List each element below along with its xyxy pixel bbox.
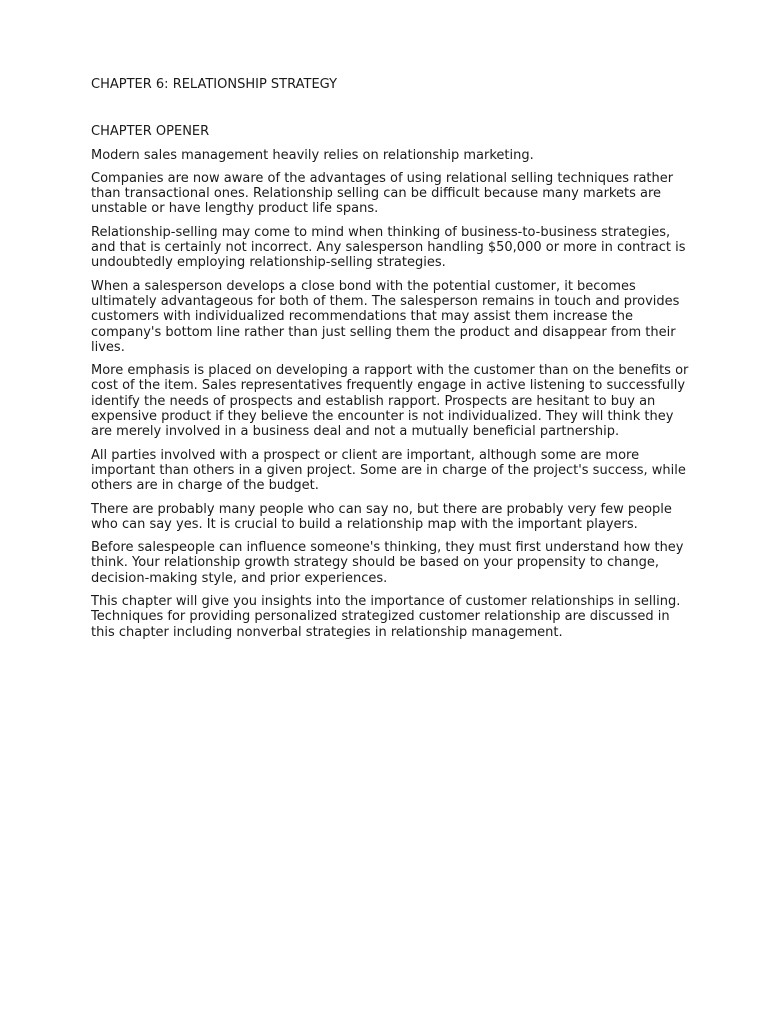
paragraph: Before salespeople can influence someone's thinking, they must first understand how they think. Your relationship growth strategy should be based on your propensity to change, decision-making style, and prior experiences. xyxy=(91,540,684,586)
paragraph: All parties involved with a prospect or client are important, although some are more important than others in a given project. Some are in charge of the project's success, while others are in charge of the budget. xyxy=(91,447,686,494)
paragraph: More emphasis is placed on developing a rapport with the customer than on the benefits or cost of the item. Sales representatives frequently engage in active listening to successfully identify the needs of prospects and establish rapport. Prospects are hesitant to buy an expensive product if they believe the encounter is not individualized. They will think they are merely involved in a business deal and not a mutually beneficial partnership. xyxy=(91,363,689,440)
paragraph: Companies are now aware of the advantages of using relational selling techniques rather than transactional ones. Relationship selling can be difficult because many markets are unstable or have lengthy product life spans. xyxy=(91,170,674,217)
chapter-title: CHAPTER 6: RELATIONSHIP STRATEGY xyxy=(91,77,338,92)
document-body xyxy=(91,77,691,640)
paragraph: There are probably many people who can say no, but there are probably very few people who can say yes. It is crucial to build a relationship map with the important players. xyxy=(91,501,672,532)
paragraph: Modern sales management heavily relies on relationship marketing. xyxy=(91,147,534,163)
paragraph: This chapter will give you insights into the importance of customer relationships in selling. Techniques for providing personalized strategized customer relationship are discussed in this chapter including nonverbal strategies in relationship management. xyxy=(91,594,681,640)
paragraph: Relationship-selling may come to mind when thinking of business-to-business strategies, and that is certainly not incorrect. Any salesperson handling $50,000 or more in contract is undoubtedly employing relationship-selling strategies. xyxy=(91,224,686,271)
paragraph: When a salesperson develops a close bond with the potential customer, it becomes ultimately advantageous for both of them. The salesperson remains in touch and provides customers with individualized recommendations that may assist them increase the company's bottom line rather than just selling them the product and disappear from their lives. xyxy=(91,278,680,355)
section-heading: CHAPTER OPENER xyxy=(91,124,210,140)
